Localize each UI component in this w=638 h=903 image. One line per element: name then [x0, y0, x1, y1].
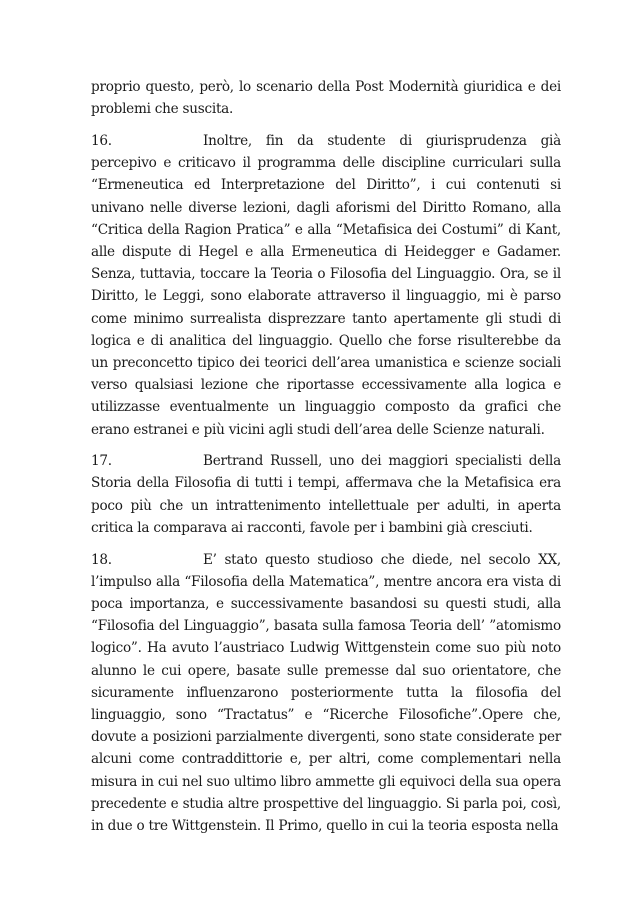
paragraph-text: proprio questo, però, lo scenario della Post Modernità giuridica e dei problemi che suscita.: [91, 79, 561, 118]
paragraph-number: 17.: [91, 453, 112, 470]
paragraph-number: 18.: [91, 551, 112, 568]
paragraph-17: [91, 450, 561, 539]
paragraph-number: 16.: [91, 132, 112, 149]
paragraph-text: Bertrand Russell, uno dei maggiori specialisti della Storia della Filosofia di tutti i tempi, affermava che la Metafisica era poco più che un intrattenimento intellettuale per adulti, in aperta critica la comparava ai racconti, favole per i bambini già cresciuti.: [91, 453, 561, 536]
paragraph-text: Inoltre, fin da studente di giurisprudenza già percepivo e criticavo il programma delle discipline curriculari sulla “Ermeneutica ed Interpretazione del Diritto”, i cui contenuti si univano nelle diverse lezioni, dagli aforismi del Diritto Romano, alla “Critica della Ragion Pratica” e alla “Metafisica dei Costumi” di Kant, alle dispute di Hegel e alla Ermeneutica di Heidegger e Gadamer. Senza, tuttavia, toccare la Teoria o Filosofia del Linguaggio. Ora, se il Diritto, le Leggi, sono elaborate attraverso il linguaggio, mi è parso come minimo surrealista disprezzare tanto apertamente gli studi di logica e di analitica del linguaggio. Quello che forse risulterebbe da un preconcetto tipico dei teorici dell’area umanistica e scienze sociali verso qualsiasi lezione che riportasse eccessivamente alla logica e utilizzasse eventualmente un linguaggio composto da grafici che erano estranei e più vicini agli studi dell’area delle Scienze naturali.: [91, 132, 561, 438]
paragraph-text: E’ stato questo studioso che diede, nel secolo XX, l’impulso alla “Filosofia della Matematica”, mentre ancora era vista di poca importanza, e successivamente basandosi su questi studi, alla “Filosofia del Linguaggio”, basata sulla famosa Teoria dell’ ”atomismo logico”. Ha avuto l’austriaco Ludwig Wittgenstein come suo più noto alunno le cui opere, basate sulle premesse dal suo orientatore, che sicuramente influenzarono posteriormente tutta la filosofia del linguaggio, sono “Tractatus” e “Ricerche Filosofiche”.Opere che, dovute a posizioni parzialmente divergenti, sono state considerate per alcuni come contraddittorie e, per altri, come complementari nella misura in cui nel suo ultimo libro ammette gli equivoci della sua opera precedente e studia altre prospettive del linguaggio. Si parla poi, così, in due o tre Wittgenstein. Il Primo, quello in cui la teoria esposta nella: [91, 551, 561, 834]
paragraph-continuation: [91, 76, 561, 120]
body-text: [91, 76, 561, 847]
paragraph-18: [91, 549, 561, 838]
paragraph-16: [91, 130, 561, 441]
